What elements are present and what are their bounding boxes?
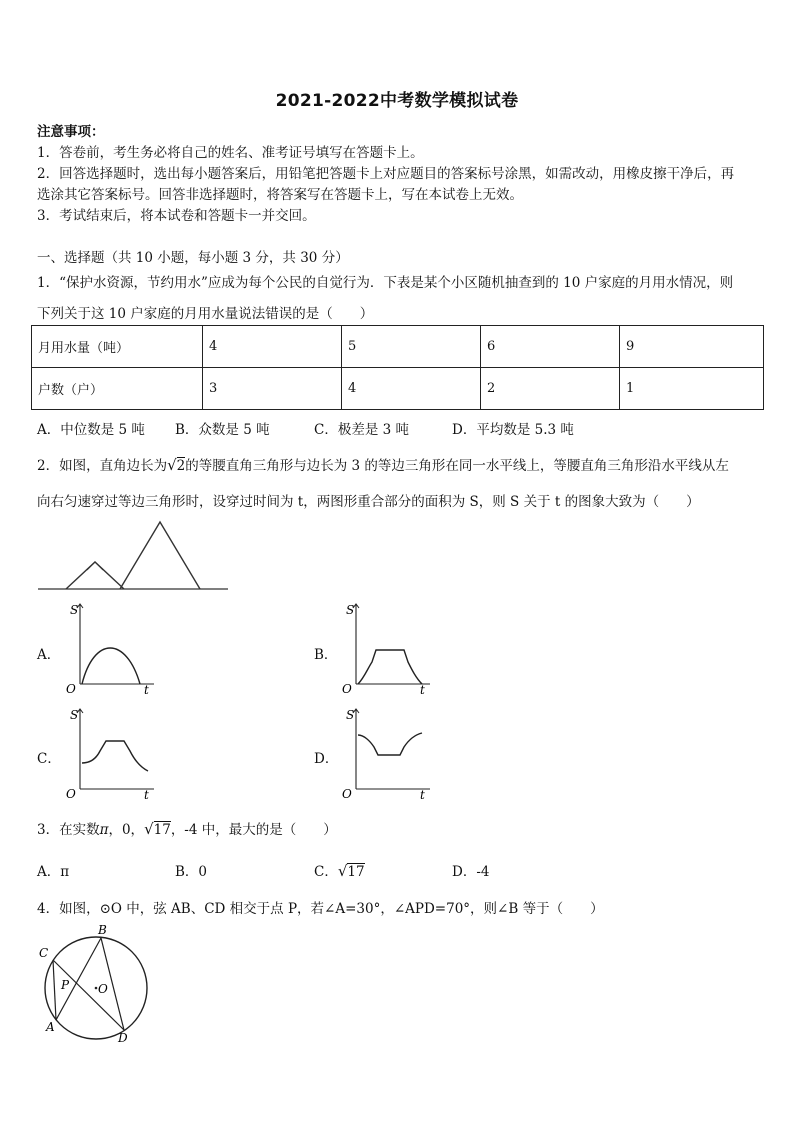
curve-d: [358, 733, 422, 755]
q3-zero: ，0，: [108, 822, 145, 838]
q3-option-b: B．0: [175, 864, 208, 880]
q3-stem-pre: 3．在实数: [37, 822, 100, 838]
label-o: O: [98, 982, 108, 996]
q2-graph-b: [338, 600, 434, 696]
q3-stem: [37, 818, 337, 838]
q2-option-a-label: A．: [37, 647, 61, 663]
q3-option-c-label: C．: [314, 864, 338, 880]
q1-option-d: D．平均数是 5.3 吨: [452, 422, 574, 438]
chord-cd: [53, 960, 124, 1030]
notice-line-4: 3．考试结束后，将本试卷和答题卡一并交回。: [37, 208, 316, 224]
q4-circle-figure: [34, 920, 154, 1048]
axis-t-label: t: [420, 788, 425, 801]
label-b: B: [98, 923, 107, 937]
q3-option-d: D．-4: [452, 864, 490, 880]
axis-s-label: S: [70, 708, 79, 722]
axis-t-label: t: [420, 683, 425, 696]
axis-t-label: t: [144, 683, 149, 696]
notice-line-3: 选涂其它答案标号。回答非选择题时，将答案写在答题卡上，写在本试卷上无效。: [37, 187, 523, 203]
q2-graph-d: [338, 705, 434, 801]
q3-stem-post: ，-4 中，最大的是（ ）: [170, 822, 337, 838]
label-c: C: [39, 946, 49, 960]
q1-option-a: A．中位数是 5 吨: [37, 422, 145, 438]
q1-stem-line-1: 1．“保护水资源，节约用水”应成为每个公民的自觉行为．下表是某个小区随机抽查到的 10 户家庭的月用水情况，则: [37, 275, 734, 291]
q3-option-c: [314, 860, 365, 880]
q1-stem-line-2: 下列关于这 10 户家庭的月用水量说法错误的是（ ）: [37, 306, 374, 322]
q2-triangles-figure: [36, 518, 231, 592]
table-cell: 户数（户）: [32, 368, 203, 410]
curve-c: [82, 741, 148, 771]
q2-stem-line-1: [37, 454, 729, 474]
axis-o-label: O: [66, 682, 76, 696]
axis-s-label: S: [346, 708, 355, 722]
q2-stem-pre: 2．如图，直角边长为: [37, 458, 168, 474]
q4-stem: 4．如图，⊙O 中，弦 AB、CD 相交于点 P，若∠A=30°，∠APD=70°，则∠B 等于（ ）: [37, 901, 604, 917]
q3-option-a: A．π: [37, 864, 70, 880]
notice-line-2: 2．回答选择题时，选出每小题答案后，用铅笔把答题卡上对应题目的答案标号涂黑，如需改动，用橡皮擦干净后，再: [37, 166, 735, 182]
label-p: P: [61, 978, 70, 992]
table-cell: 4: [203, 326, 342, 368]
notice-heading: 注意事项：: [37, 124, 105, 140]
q2-graph-a: [62, 600, 158, 696]
sqrt-17: √17: [144, 820, 171, 838]
q1-option-c: C．极差是 3 吨: [314, 422, 410, 438]
center-dot: [95, 987, 98, 990]
table-cell: 2: [481, 368, 620, 410]
q2-option-c-label: C．: [37, 751, 61, 767]
sqrt-2: √2: [167, 456, 186, 474]
axis-o-label: O: [66, 787, 76, 801]
notice-line-1: 1．答卷前，考生务必将自己的姓名、准考证号填写在答题卡上。: [37, 145, 424, 161]
label-a: A: [46, 1020, 55, 1034]
axis-s-label: S: [70, 603, 79, 617]
table-row: [32, 326, 764, 368]
table-cell: 5: [342, 326, 481, 368]
q2-graph-c: [62, 705, 158, 801]
sqrt-17: √17: [337, 862, 365, 880]
q2-stem-post: 的等腰直角三角形与边长为 3 的等边三角形在同一水平线上，等腰直角三角形沿水平线从左: [185, 458, 729, 474]
table-cell: 月用水量（吨）: [32, 326, 203, 368]
axis-o-label: O: [342, 682, 352, 696]
segment-ac: [53, 960, 56, 1020]
axis-o-label: O: [342, 787, 352, 801]
table-cell: 1: [620, 368, 764, 410]
q3-pi: π: [99, 822, 109, 838]
table-row: [32, 368, 764, 410]
table-cell: 6: [481, 326, 620, 368]
q2-option-b-label: B．: [314, 647, 338, 663]
table-cell: 4: [342, 368, 481, 410]
curve-b: [358, 650, 422, 684]
table-cell: 3: [203, 368, 342, 410]
label-d: D: [118, 1031, 128, 1045]
water-usage-table: [31, 325, 764, 410]
curve-a: [82, 648, 140, 684]
page-title: 2021-2022中考数学模拟试卷: [275, 91, 519, 111]
table-cell: 9: [620, 326, 764, 368]
section-heading: 一、选择题（共 10 小题，每小题 3 分，共 30 分）: [37, 250, 349, 266]
q1-option-b: B．众数是 5 吨: [175, 422, 270, 438]
q2-option-d-label: D．: [314, 751, 339, 767]
axis-t-label: t: [144, 788, 149, 801]
axis-s-label: S: [346, 603, 355, 617]
q2-stem-line-2: 向右匀速穿过等边三角形时，设穿过时间为 t，两图形重合部分的面积为 S，则 S 关于 t 的图象大致为（ ）: [37, 494, 700, 510]
